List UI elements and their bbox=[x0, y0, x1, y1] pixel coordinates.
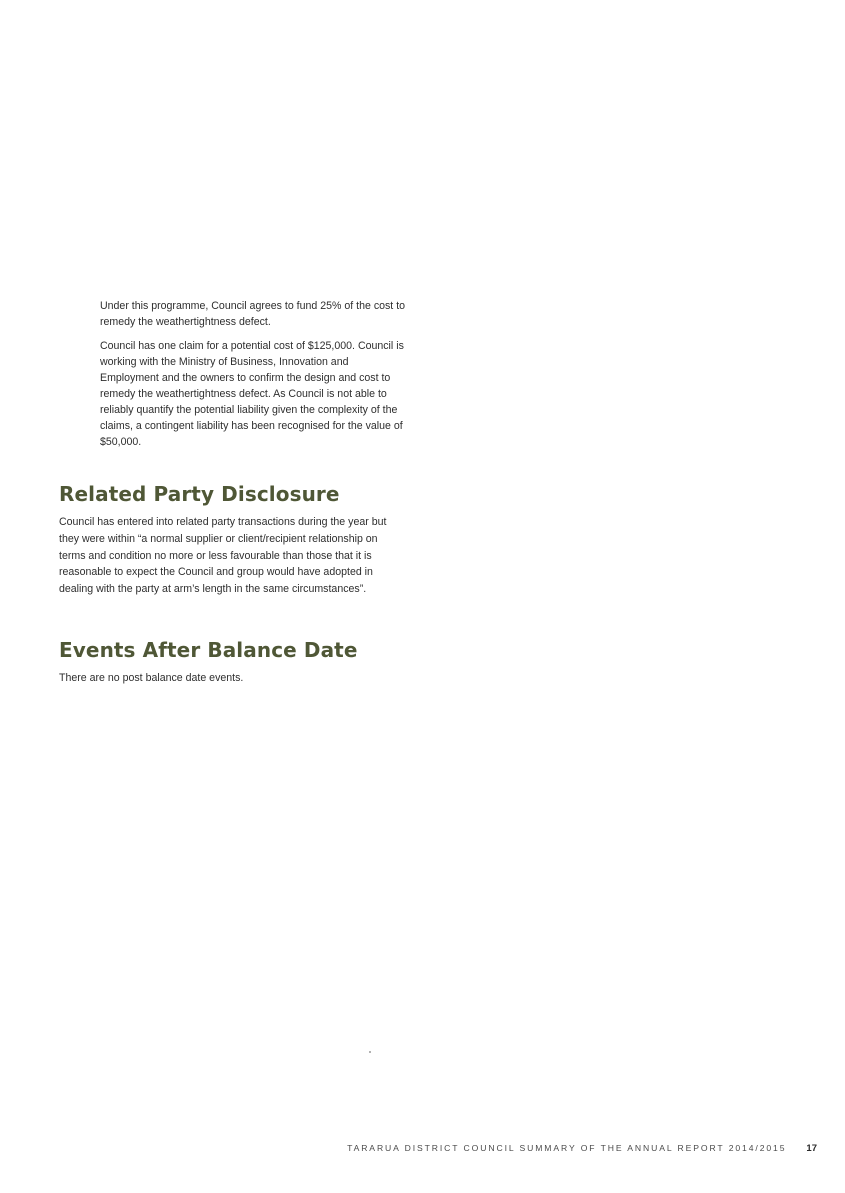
events-after-balance-section bbox=[59, 636, 399, 687]
events-after-balance-body: There are no post balance date events. bbox=[59, 672, 244, 684]
events-after-balance-heading: Events After Balance Date bbox=[59, 638, 358, 662]
footer-report-title: TARARUA DISTRICT COUNCIL SUMMARY OF THE ANNUAL REPORT 2014/2015 bbox=[347, 1143, 787, 1153]
paragraph-claim-liability: Council has one claim for a potential cost of $125,000. Council is working with the Ministry of Business, Innovation and Employment and the owners to confirm the design and cost to remedy the weathertightness defect. As Council is not able to reliably quantify the potential liability given the complexity of the claims, a contingent liability has been recognised for the value of $50,000. bbox=[100, 340, 404, 448]
page-footer bbox=[347, 1143, 817, 1154]
related-party-body: Council has entered into related party transactions during the year but they were within “a normal supplier or client/recipient relationship on terms and condition no more or less favourable than those that it is reasonable to expect the Council and group would have adopted in dealing with the party at arm’s length in the same circumstances”. bbox=[59, 516, 387, 596]
related-party-heading: Related Party Disclosure bbox=[59, 482, 340, 506]
paragraph-programme-funding: Under this programme, Council agrees to fund 25% of the cost to remedy the weathertightness defect. bbox=[100, 300, 406, 328]
scan-speck bbox=[369, 1051, 371, 1053]
weathertightness-continuation bbox=[100, 298, 410, 450]
page-number: 17 bbox=[806, 1143, 817, 1154]
related-party-section bbox=[59, 480, 399, 598]
